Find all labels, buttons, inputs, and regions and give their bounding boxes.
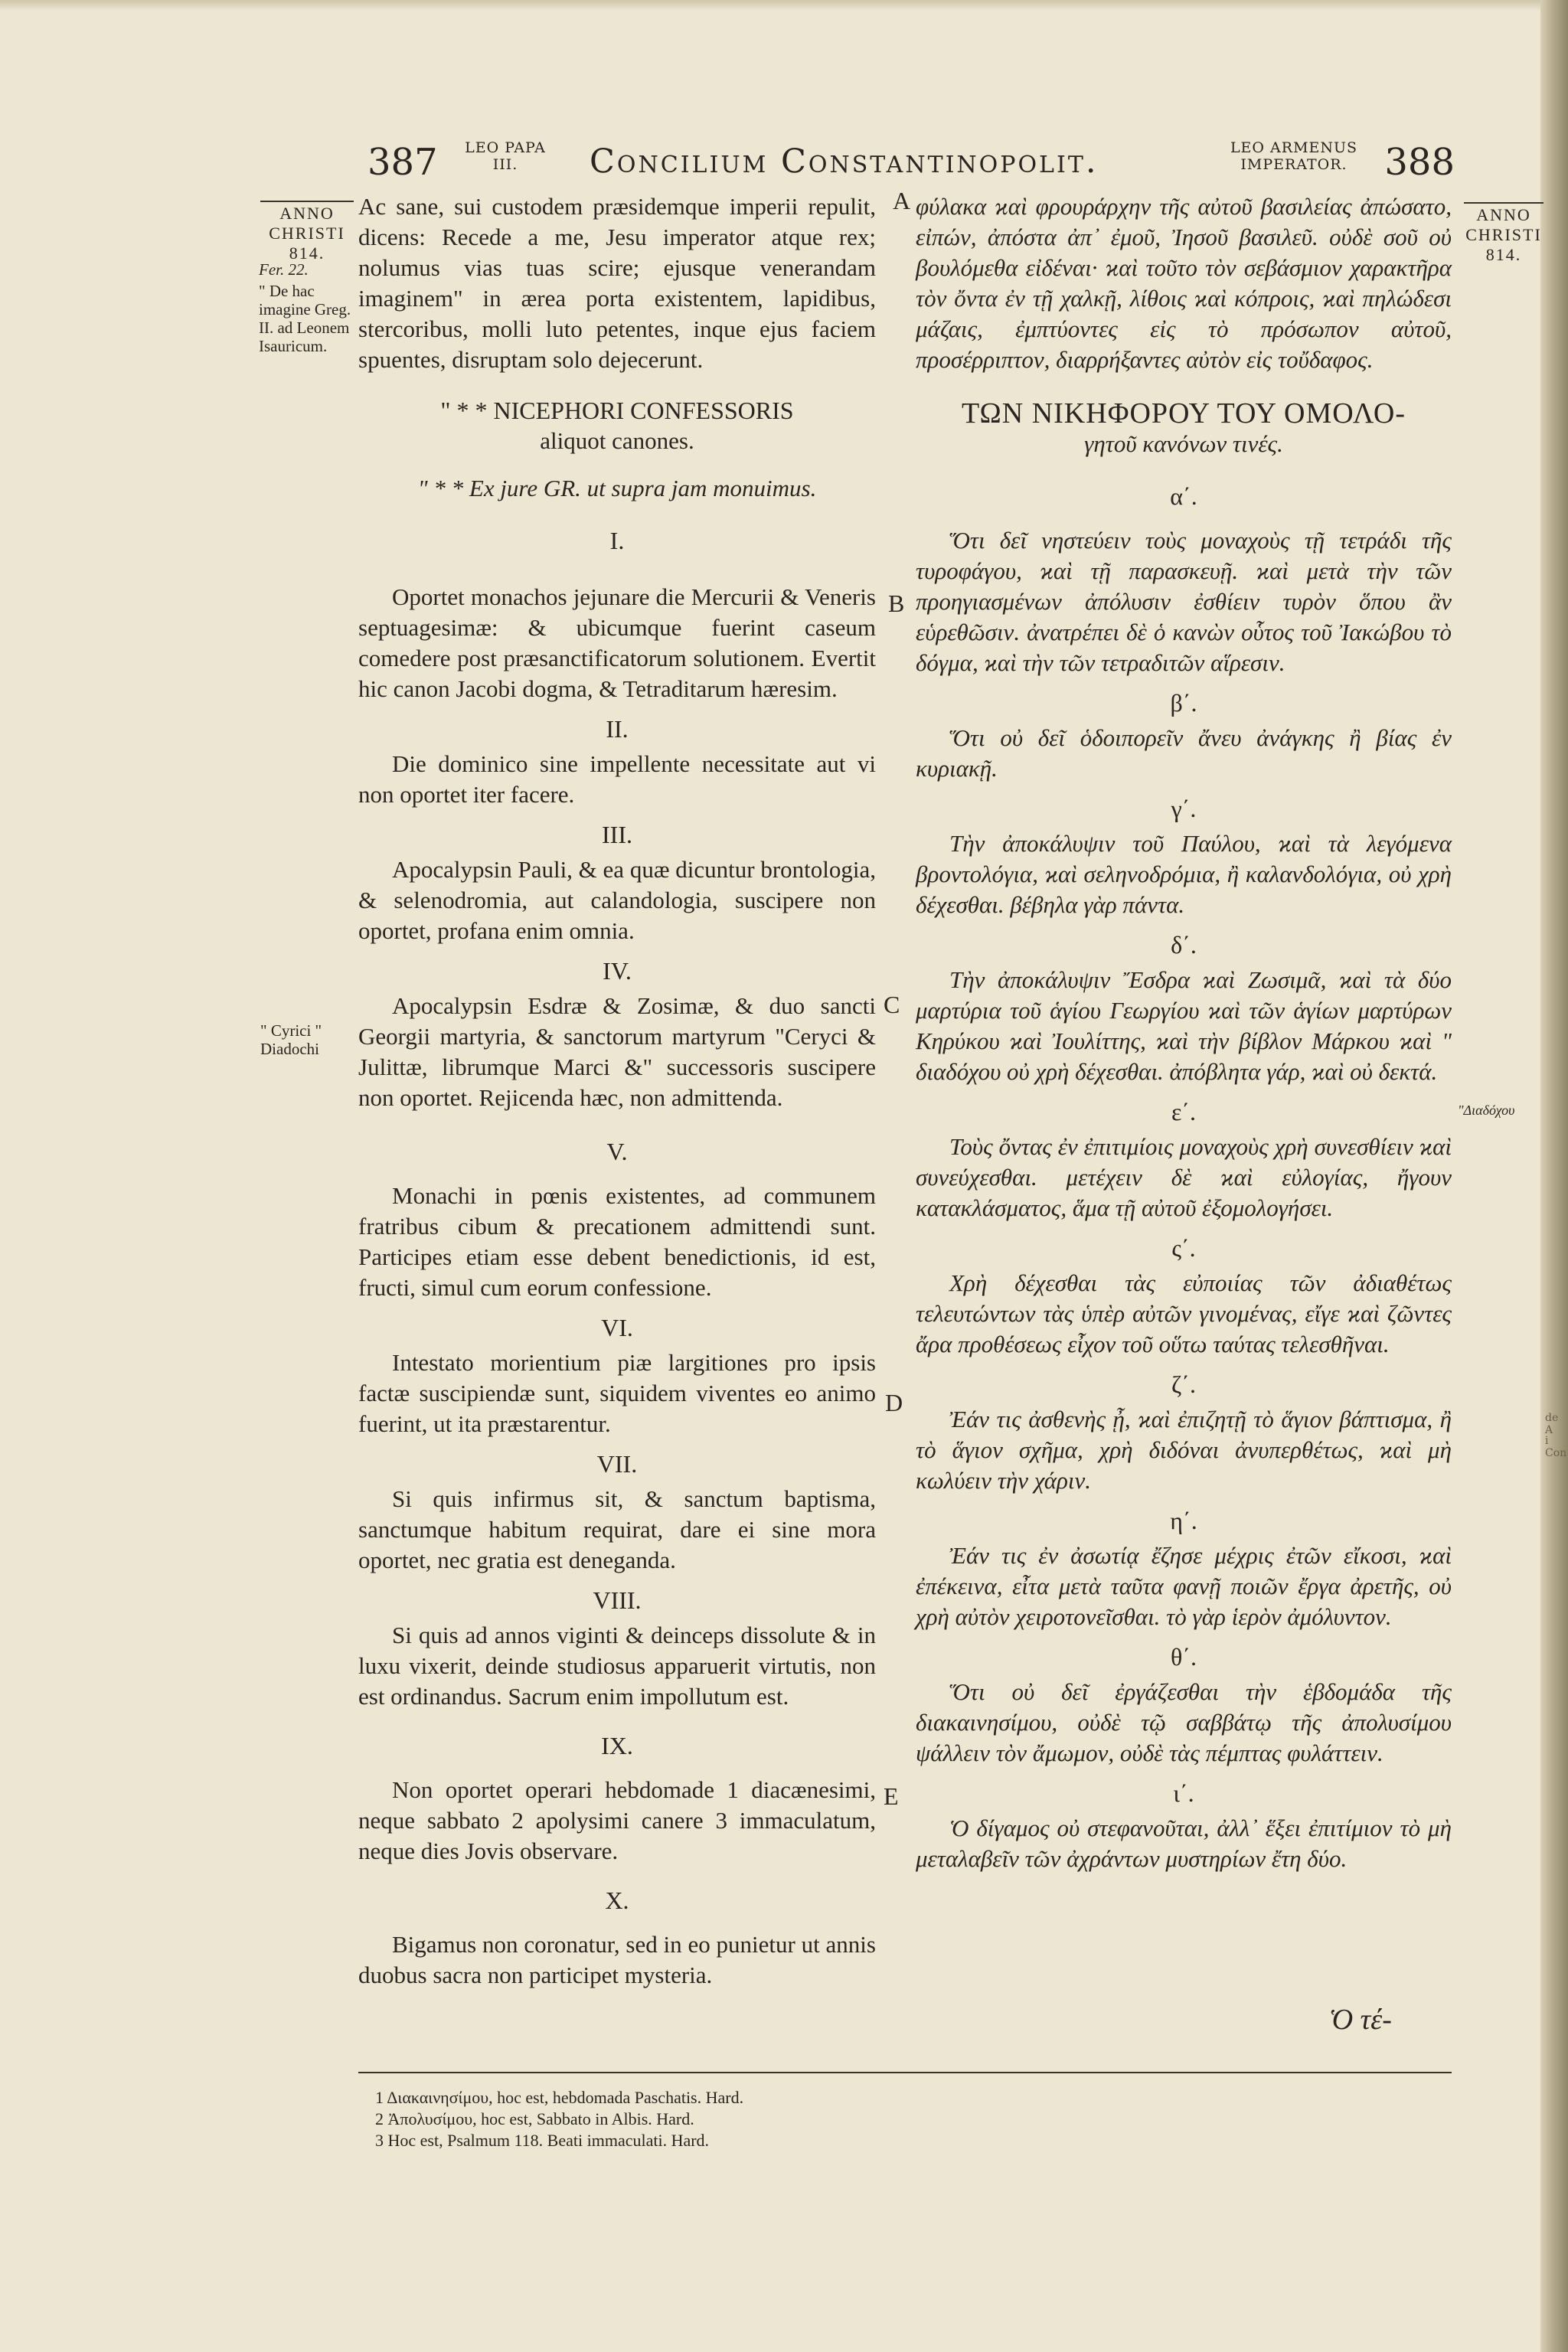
page-edge: [1540, 0, 1568, 2352]
latin-canon-num: I.: [609, 527, 625, 554]
latin-canon-num: VI.: [601, 1314, 633, 1341]
greek-title-block: [916, 398, 1452, 459]
greek-canon-num: β΄.: [1170, 689, 1197, 717]
footnote: 3 Hoc est, Psalmum 118. Beati immaculati. Hard.: [375, 2131, 710, 2150]
catchword: Ὁ τέ-: [1329, 2004, 1392, 2036]
greek-canon-text: Τὴν ἀποκάλυψιν Ἔσδρα ϰαὶ Ζωσιμᾶ, ϰαὶ τὰ δύο μαρτύρια τοῦ ἁγίου Γεωργίου ϰαὶ τῶν ἁγίων μαρτύρων Κηρύκου ϰαὶ Ἰουλίττης, ϰαὶ τὴν βίβλον Μάρκου ϰαὶ " διαδόχου οὐ χρὴ δέχεσθαι. ἀπόβλητα γάρ, ϰαὶ οὐ δεκτά.: [916, 966, 1452, 1085]
bleed-fragment: i Con: [1545, 1435, 1567, 1459]
greek-canon-num: ε΄.: [1171, 1098, 1197, 1125]
latin-canon-text: Intestato morientium piæ largitiones pro ipsis factæ suscipiendæ sunt, siquidem viventes eo animo fuerint, ut ita præstarentur.: [358, 1349, 876, 1437]
latin-canon-num: X.: [605, 1886, 629, 1914]
latin-canon-text: Si quis ad annos viginti & deinceps dissolute & in luxu vixerit, deinde studiosus apparuerit virtutis, non est ordinandus. Sacrum enim impollutum est.: [358, 1622, 876, 1710]
latin-canon-num: IX.: [601, 1732, 633, 1759]
greek-canon-text: Ὁ δίγαμος οὐ στεφανοῦται, ἀλλ᾽ ἕξει ἐπιτίμιον τὸ μὴ μεταλαβεῖν τῶν ἀχράντων μυστηρίων ἔτη δύο.: [916, 1815, 1452, 1872]
greek-canon-num: η΄.: [1170, 1507, 1197, 1534]
header-title: Concilium Constantinopolit.: [590, 142, 1099, 181]
header-right-small: LEO ARMENUS IMPERATOR.: [1230, 139, 1358, 173]
latin-canon-num: II.: [606, 715, 629, 743]
latin-canon-text: Oportet monachos jejunare die Mercurii & Veneris septuagesimæ: & ubicumque fuerint caseum comedere post præsanctificatorum solutionem. Evertit hic canon Jacobi dogma, & Tetraditarum hæresim.: [358, 583, 876, 702]
footnotes: [375, 2087, 1141, 2151]
greek-column: [916, 191, 1452, 1883]
bleed-fragment: de A: [1545, 1412, 1559, 1436]
latin-canon-text: Monachi in pœnis existentes, ad communem fratribus cibum & precationem admittendi sunt. Participes etiam esse debent benedictionis, id est, fructi, simul cum eorum confessione.: [358, 1182, 876, 1301]
latin-title: " * * NICEPHORI CONFESSORIS: [440, 397, 794, 424]
margin-note-cyrici: " Cyrici " Diadochi: [260, 1021, 322, 1058]
greek-canon-text: Ὅτι δεῖ νηστεύειν τοὺς μοναχοὺς τῇ τετράδι τῆς τυροφάγου, ϰαὶ τῇ παρασκευῇ. ϰαὶ μετὰ τὴν τῶν προηγιασμένων ἀπόλυσιν ἐσθίειν τυρὸν ὅπου ἂν εὑρεθῶσιν. ἀνατρέπει δὲ ὁ κανὼν οὗτος τοῦ Ἰακώβου τὸ δόγμα, ϰαὶ τὴν τῶν τετραδιτῶν αἵρεσιν.: [916, 527, 1452, 676]
greek-canon-text: Τὴν ἀποκάλυψιν τοῦ Παύλου, ϰαὶ τὰ λεγόμενα βροντολόγια, ϰαὶ σεληνοδρόμια, ἢ καλανδολόγια, οὐ χρὴ δέχεσθαι. βέβηλα γὰρ πάντα.: [916, 830, 1452, 918]
greek-canon-num: ς΄.: [1171, 1234, 1196, 1262]
latin-title-2: aliquot canones.: [540, 427, 694, 454]
latin-canon-text: Die dominico sine impellente necessitate aut vi non oportet iter facere.: [358, 750, 876, 808]
footnote: 2 Ἀπολυσίμου, hoc est, Sabbato in Albis. Hard.: [375, 2109, 694, 2128]
greek-canon-num: γ΄.: [1171, 795, 1197, 822]
greek-canon-text: Τοὺς ὄντας ἐν ἐπιτιμίοις μοναχοὺς χρὴ συνεσθίειν ϰαὶ συνεύχεσθαι. μετέχειν δὲ ϰαὶ εὐλογίας, ἤγουν κατακλάσματος, ἅμα τῇ αὐτοῦ ἐξομολογήσει.: [916, 1133, 1452, 1221]
greek-intro: φύλακα ϰαὶ φρουράρχην τῆς αὐτοῦ βασιλείας ἀπώσατο, εἰπών, ἀπόστα ἀπ᾽ ἐμοῦ, Ἰησοῦ βασιλεῦ. οὐδὲ σοῦ οὐ βουλόμεθα εἰδέναι· ϰαὶ τοῦτο τὸν σεβάσμιον χαρακτῆρα τὸν ὄντα ἐν τῇ χαλκῇ, λίθοις ϰαὶ κόπροις, ϰαὶ πηλώδεσι μάζαις, ἐμπτύοντες εἰς τὸ πρόσωπον αὐτοῦ, προσέρριπτον, διαρρήξαντες αὐτὸν εἰς τοὔδαφος.: [916, 193, 1452, 373]
greek-canon-num: θ΄.: [1171, 1643, 1197, 1671]
page-number-right: 388: [1384, 141, 1455, 184]
section-letter-c: C: [884, 991, 900, 1018]
latin-canon-text: Apocalypsin Pauli, & ea quæ dicuntur brontologia, & selenodromia, aut calandologia, suscipere non oportet, profana enim omnia.: [358, 856, 876, 944]
margin-date: Fer. 22.: [259, 260, 309, 279]
footnote-rule: [358, 2072, 1452, 2073]
greek-canon-num: ζ΄.: [1171, 1370, 1196, 1398]
footnote: 1 Διακαινησίμου, hoc est, hebdomada Paschatis. Hard.: [375, 2088, 744, 2107]
section-letter-e: E: [884, 1782, 899, 1810]
greek-title: ΤΩΝ ΝΙΚΗΦΟΡΟΥ ΤΟΥ ΟΜΟΛΟ-: [962, 397, 1406, 430]
latin-canon-text: Bigamus non coronatur, sed in eo punietur ut annis duobus sacra non participet mysteria.: [358, 1931, 876, 1988]
running-header: [368, 136, 1455, 198]
greek-canon-text: Ὅτι οὐ δεῖ ὁδοιπορεῖν ἄνευ ἀνάγκης ἢ βίας ἐν κυριακῇ.: [916, 724, 1452, 782]
greek-title-2: γητοῦ κανόνων τινές.: [1084, 430, 1283, 457]
latin-canon-text: Apocalypsin Esdræ & Zosimæ, & duo sancti Georgii martyria, & sanctorum martyrum "Ceryci & Julittæ, librumque Marci &" successoris suscipere non oportet. Rejicenda hæc, non admittenda.: [358, 992, 876, 1111]
greek-canon-text: Ἐάν τις ἐν ἀσωτίᾳ ἔζησε μέχρις ἐτῶν εἴκοσι, ϰαὶ ἐπέκεινα, εἶτα μετὰ ταῦτα φανῇ ποιῶν ἔργα ἀρετῆς, οὐ χρὴ αὐτὸν χειροτονεῖσθαι. τὸ γὰρ ἱερὸν ἀμόλυντον.: [916, 1542, 1452, 1630]
page-top-shadow: [0, 0, 1568, 11]
latin-canon-num: VII.: [596, 1450, 638, 1478]
greek-canon-num: ι΄.: [1173, 1779, 1194, 1807]
latin-canon-num: IV.: [603, 957, 632, 985]
latin-intro: Ac sane, sui custodem præsidemque imperii repulit, dicens: Recede a me, Jesu imperator atque rex; nolumus vias tuas scire; ejusque venerandam imaginem" in ærea porta existentem, lapidibus, stercoribus, molli luto petentes, inque ejus faciem spuentes, disruptam solo dejecerunt.: [358, 193, 876, 373]
page-number-left: 387: [368, 141, 438, 184]
latin-canon-text: Si quis infirmus sit, & sanctum baptisma, sanctumque habitum requirat, dare ei sine mora oportet, nec gratia est deneganda.: [358, 1485, 876, 1573]
margin-note-diadochou: "Διαδόχου: [1458, 1102, 1515, 1118]
latin-title-block: [358, 395, 876, 504]
section-letter-b: B: [888, 590, 905, 617]
greek-canon-text: Ἐάν τις ἀσθενὴς ᾖ, ϰαὶ ἐπιζητῇ τὸ ἅγιον βάπτισμα, ἢ τὸ ἅγιον σχῆμα, χρὴ διδόναι ἀνυπερθέτως, ϰαὶ μὴ κωλύειν τὴν χάριν.: [916, 1406, 1452, 1494]
margin-note-imagine: " De hac imagine Greg. II. ad Leonem Isauricum.: [259, 282, 351, 355]
latin-canon-num: V.: [606, 1138, 628, 1165]
margin-anno-right: ANNO CHRISTI 814.: [1464, 202, 1544, 265]
greek-canon-text: Ὅτι οὐ δεῖ ἐργάζεσθαι τὴν ἑβδομάδα τῆς διακαινησίμου, οὐδὲ τῷ σαββάτῳ τῆς ἀπολυσίμου ψάλλειν τὸν ἄμωμον, οὐδὲ τὰς πέμπτας φυλάττειν.: [916, 1678, 1452, 1766]
latin-canon-num: VIII.: [593, 1586, 642, 1614]
section-letter-a: A: [893, 187, 911, 214]
margin-anno-left: ANNO CHRISTI 814.: [260, 201, 354, 263]
latin-column: [358, 191, 876, 2000]
greek-canon-num: α΄.: [1170, 482, 1197, 510]
latin-canon-text: Non oportet operari hebdomade 1 diacænesimi, neque sabbato 2 apolysimi canere 3 immaculatum, neque dies Jovis observare.: [358, 1776, 876, 1864]
greek-canon-text: Χρὴ δέχεσθαι τὰς εὐποιίας τῶν ἀδιαθέτως τελευτώντων τὰς ὑπὲρ αὐτῶν γινομένας, εἴγε ϰαὶ ζῶντες ἄρα προθέσεως εἶχον τοῦ οὕτω ταύτας τελεσθῆναι.: [916, 1269, 1452, 1357]
header-left-small: LEO PAPA III.: [465, 139, 546, 173]
latin-canon-num: III.: [602, 821, 632, 848]
section-letter-d: D: [885, 1389, 903, 1416]
greek-canon-num: δ΄.: [1171, 931, 1197, 959]
latin-subtitle: " * * Ex jure GR. ut supra jam monuimus.: [417, 475, 817, 501]
